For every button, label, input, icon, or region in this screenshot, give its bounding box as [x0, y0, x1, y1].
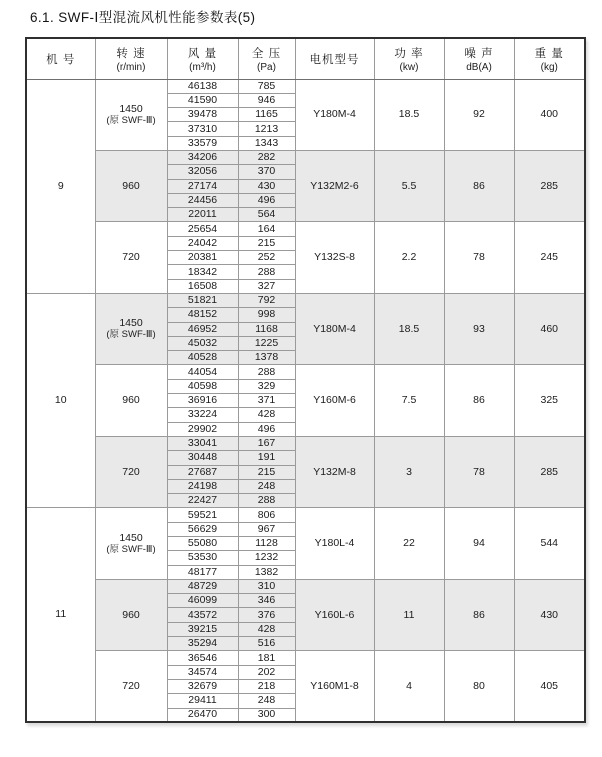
pressure-cell: 1382 [238, 565, 295, 579]
pressure-cell: 252 [238, 251, 295, 265]
speed-cell [95, 651, 167, 722]
airflow-cell: 45032 [167, 336, 238, 350]
airflow-cell: 29411 [167, 694, 238, 708]
power-cell: 4 [374, 651, 444, 722]
power-cell: 3 [374, 436, 444, 507]
pressure-cell: 346 [238, 594, 295, 608]
speed-cell [95, 293, 167, 364]
column-label: 机 号 [46, 53, 76, 66]
column-label: 转 速 [116, 47, 146, 60]
weight-cell: 285 [514, 150, 585, 221]
machine-no-cell: 9 [26, 79, 95, 293]
pressure-cell: 167 [238, 436, 295, 450]
noise-cell: 92 [444, 79, 514, 150]
pressure-cell: 1232 [238, 551, 295, 565]
pressure-cell: 327 [238, 279, 295, 293]
column-header [167, 38, 238, 79]
airflow-cell: 39215 [167, 622, 238, 636]
pressure-cell: 967 [238, 522, 295, 536]
airflow-cell: 29902 [167, 422, 238, 436]
power-cell: 18.5 [374, 293, 444, 364]
airflow-cell: 32679 [167, 679, 238, 693]
column-unit: (kg) [540, 61, 558, 73]
pressure-cell: 428 [238, 622, 295, 636]
pressure-cell: 1165 [238, 108, 295, 122]
pressure-cell: 181 [238, 651, 295, 665]
speed-value: 960 [122, 179, 140, 192]
weight-cell: 405 [514, 651, 585, 722]
column-header [238, 38, 295, 79]
airflow-cell: 55080 [167, 537, 238, 551]
speed-note: (原 SWF-Ⅲ) [106, 114, 156, 126]
pressure-cell: 202 [238, 665, 295, 679]
pressure-cell: 1168 [238, 322, 295, 336]
pressure-cell: 215 [238, 465, 295, 479]
airflow-cell: 51821 [167, 293, 238, 307]
pressure-cell: 1213 [238, 122, 295, 136]
speed-value: 720 [122, 679, 140, 692]
motor-cell: Y180M-4 [295, 293, 374, 364]
table-body [26, 79, 585, 722]
pressure-cell: 288 [238, 365, 295, 379]
pressure-cell: 428 [238, 408, 295, 422]
column-unit: (m³/h) [189, 61, 216, 73]
noise-cell: 86 [444, 579, 514, 650]
pressure-cell: 300 [238, 708, 295, 722]
column-header [26, 38, 95, 79]
pressure-cell: 946 [238, 93, 295, 107]
power-cell: 7.5 [374, 365, 444, 436]
speed-value: 1450 [119, 317, 143, 330]
airflow-cell: 22011 [167, 208, 238, 222]
column-header [514, 38, 585, 79]
column-label: 全 压 [251, 47, 282, 60]
pressure-cell: 191 [238, 451, 295, 465]
column-unit: (kw) [399, 61, 419, 73]
airflow-cell: 48152 [167, 308, 238, 322]
column-header [374, 38, 444, 79]
pressure-cell: 376 [238, 608, 295, 622]
motor-cell: Y160L-6 [295, 579, 374, 650]
airflow-cell: 33224 [167, 408, 238, 422]
pressure-cell: 288 [238, 494, 295, 508]
motor-cell: Y132M-8 [295, 436, 374, 507]
airflow-cell: 46138 [167, 79, 238, 93]
power-cell: 22 [374, 508, 444, 579]
speed-value: 720 [122, 251, 140, 264]
pressure-cell: 785 [238, 79, 295, 93]
speed-cell [95, 150, 167, 221]
airflow-cell: 40598 [167, 379, 238, 393]
motor-cell: Y160M-6 [295, 365, 374, 436]
airflow-cell: 36546 [167, 651, 238, 665]
airflow-cell: 34574 [167, 665, 238, 679]
power-cell: 18.5 [374, 79, 444, 150]
airflow-cell: 56629 [167, 522, 238, 536]
spec-table [25, 37, 586, 723]
airflow-cell: 40528 [167, 351, 238, 365]
airflow-cell: 48177 [167, 565, 238, 579]
machine-no-cell: 11 [26, 508, 95, 722]
page-title: 6.1. SWF-Ⅰ型混流风机性能参数表(5) [30, 10, 256, 25]
weight-cell: 245 [514, 222, 585, 293]
speed-cell [95, 436, 167, 507]
speed-cell [95, 508, 167, 579]
airflow-cell: 30448 [167, 451, 238, 465]
table-header [26, 38, 585, 79]
pressure-cell: 329 [238, 379, 295, 393]
airflow-cell: 48729 [167, 579, 238, 593]
airflow-cell: 20381 [167, 251, 238, 265]
column-label: 重 量 [534, 47, 564, 60]
column-label: 噪 声 [464, 47, 494, 60]
column-unit: (r/min) [116, 61, 146, 73]
airflow-cell: 27174 [167, 179, 238, 193]
pressure-cell: 1378 [238, 351, 295, 365]
motor-cell: Y180L-4 [295, 508, 374, 579]
weight-cell: 544 [514, 508, 585, 579]
airflow-cell: 35294 [167, 637, 238, 651]
motor-cell: Y180M-4 [295, 79, 374, 150]
pressure-cell: 516 [238, 637, 295, 651]
weight-cell: 285 [514, 436, 585, 507]
motor-cell: Y160M1-8 [295, 651, 374, 722]
pressure-cell: 564 [238, 208, 295, 222]
pressure-cell: 164 [238, 222, 295, 236]
column-header [295, 38, 374, 79]
pressure-cell: 792 [238, 293, 295, 307]
pressure-cell: 215 [238, 236, 295, 250]
weight-cell: 460 [514, 293, 585, 364]
pressure-cell: 1128 [238, 537, 295, 551]
speed-cell [95, 79, 167, 150]
pressure-cell: 998 [238, 308, 295, 322]
noise-cell: 78 [444, 222, 514, 293]
airflow-cell: 39478 [167, 108, 238, 122]
speed-value: 1450 [119, 531, 143, 544]
noise-cell: 86 [444, 365, 514, 436]
airflow-cell: 24042 [167, 236, 238, 250]
airflow-cell: 26470 [167, 708, 238, 722]
airflow-cell: 33579 [167, 136, 238, 150]
column-unit: (Pa) [257, 61, 276, 73]
column-header [444, 38, 514, 79]
power-cell: 2.2 [374, 222, 444, 293]
airflow-cell: 37310 [167, 122, 238, 136]
speed-value: 960 [122, 608, 140, 621]
speed-note: (原 SWF-Ⅲ) [106, 543, 156, 555]
pressure-cell: 310 [238, 579, 295, 593]
airflow-cell: 36916 [167, 394, 238, 408]
airflow-cell: 16508 [167, 279, 238, 293]
pressure-cell: 370 [238, 165, 295, 179]
pressure-cell: 806 [238, 508, 295, 522]
airflow-cell: 34206 [167, 150, 238, 164]
pressure-cell: 371 [238, 394, 295, 408]
speed-note: (原 SWF-Ⅲ) [106, 329, 156, 341]
column-label: 风 量 [187, 47, 218, 60]
weight-cell: 400 [514, 79, 585, 150]
column-header [95, 38, 167, 79]
pressure-cell: 496 [238, 193, 295, 207]
speed-cell [95, 365, 167, 436]
speed-value: 960 [122, 394, 140, 407]
noise-cell: 78 [444, 436, 514, 507]
motor-cell: Y132M2-6 [295, 150, 374, 221]
airflow-cell: 22427 [167, 494, 238, 508]
weight-cell: 430 [514, 579, 585, 650]
table-container [25, 37, 586, 723]
airflow-cell: 33041 [167, 436, 238, 450]
noise-cell: 94 [444, 508, 514, 579]
machine-no-cell: 10 [26, 293, 95, 507]
airflow-cell: 44054 [167, 365, 238, 379]
pressure-cell: 288 [238, 265, 295, 279]
speed-value: 1450 [119, 102, 143, 115]
airflow-cell: 25654 [167, 222, 238, 236]
power-cell: 11 [374, 579, 444, 650]
airflow-cell: 53530 [167, 551, 238, 565]
speed-cell [95, 222, 167, 293]
pressure-cell: 282 [238, 150, 295, 164]
column-label: 电机型号 [309, 53, 360, 66]
speed-value: 720 [122, 465, 140, 478]
airflow-cell: 46099 [167, 594, 238, 608]
power-cell: 5.5 [374, 150, 444, 221]
column-unit: dB(A) [466, 61, 492, 73]
airflow-cell: 24456 [167, 193, 238, 207]
airflow-cell: 59521 [167, 508, 238, 522]
pressure-cell: 248 [238, 694, 295, 708]
pressure-cell: 1225 [238, 336, 295, 350]
noise-cell: 80 [444, 651, 514, 722]
pressure-cell: 1343 [238, 136, 295, 150]
speed-cell [95, 579, 167, 650]
airflow-cell: 46952 [167, 322, 238, 336]
noise-cell: 93 [444, 293, 514, 364]
noise-cell: 86 [444, 150, 514, 221]
pressure-cell: 430 [238, 179, 295, 193]
airflow-cell: 18342 [167, 265, 238, 279]
airflow-cell: 24198 [167, 479, 238, 493]
motor-cell: Y132S-8 [295, 222, 374, 293]
pressure-cell: 218 [238, 679, 295, 693]
airflow-cell: 27687 [167, 465, 238, 479]
airflow-cell: 41590 [167, 93, 238, 107]
pressure-cell: 248 [238, 479, 295, 493]
pressure-cell: 496 [238, 422, 295, 436]
weight-cell: 325 [514, 365, 585, 436]
column-label: 功 率 [394, 47, 424, 60]
airflow-cell: 43572 [167, 608, 238, 622]
airflow-cell: 32056 [167, 165, 238, 179]
